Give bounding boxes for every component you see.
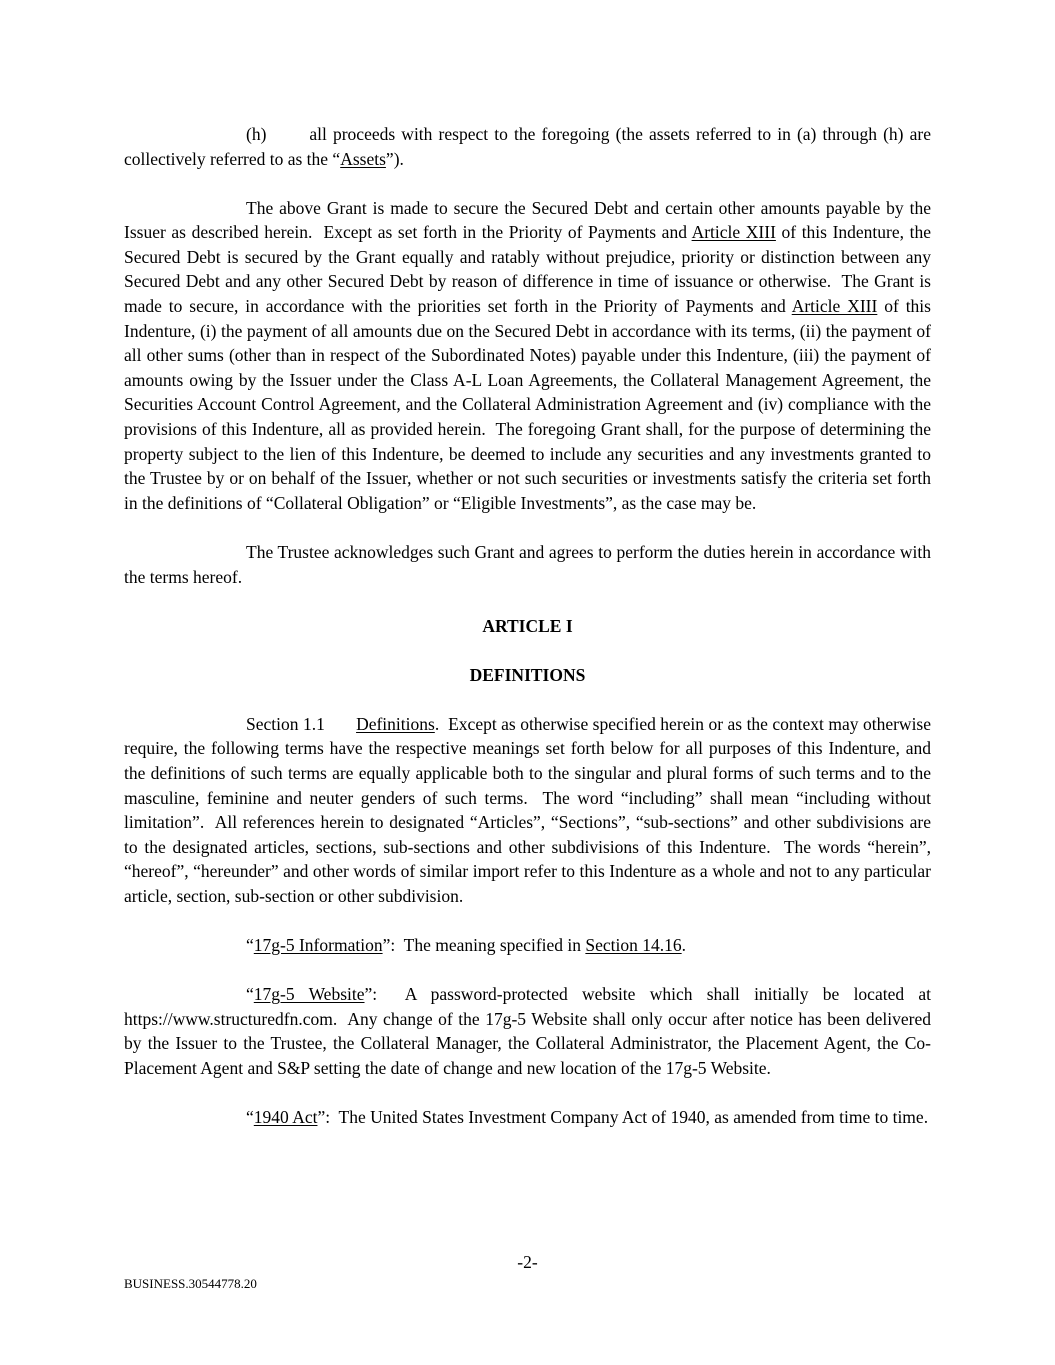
heading-definitions (124, 663, 931, 688)
definition-17g5-website (124, 982, 931, 1080)
doc-reference-number: BUSINESS.30544778.20 (124, 1276, 257, 1291)
underlined-term: Article XIII (791, 296, 878, 317)
text-run: . (681, 935, 687, 956)
paragraph-section-1-1-definitions (124, 712, 931, 909)
text-run: ARTICLE I (482, 615, 573, 636)
page-number: -2- (517, 1252, 538, 1272)
text-run: Section 1.1 (246, 713, 357, 734)
text-run: The above Grant is made to secure the Secured Debt and certain other amounts payable by the Issuer as described herein. Except as set forth in the Priority of Payments and (124, 197, 931, 243)
text-run: “ (246, 984, 254, 1005)
text-run: of this Indenture, the Secured Debt is secured by the Grant equally and ratably without prejudice, priority or distinction between any Secured Debt and any other Secured Debt by reason of difference in time of issuance or otherwise. The Grant is made to secure, in accordance with the priorities set forth in the Priority of Payments and (124, 222, 931, 317)
definition-1940-act (124, 1105, 931, 1130)
text-run: ”: The meaning specified in (382, 935, 586, 956)
text-run: ”: The United States Investment Company Act of 1940, as amended from time to time. (317, 1107, 929, 1127)
text-run: ”). (385, 148, 404, 169)
text-run: (h) all proceeds with respect to the foregoing (the assets referred to in (a) through (h) are collectively referred to as the “ (124, 124, 931, 169)
paragraph-trustee-acknowledgement (124, 540, 931, 589)
paragraph-h-proceeds (124, 122, 931, 171)
paragraph-grant-secured-debt (124, 196, 931, 516)
underlined-term: 17g-5 Website (253, 984, 365, 1005)
text-run: The Trustee acknowledges such Grant and agrees to perform the duties herein in accordance with the terms hereof. (124, 541, 931, 587)
underlined-term: 17g-5 Information (253, 935, 383, 956)
text-run: ”: A password-protected website which shall initially be located at https://www.structuredfn.com. Any change of the 17g-5 Website shall only occur after notice has been delivered by the Issuer to the Trustee, the Collateral Manager, the Collateral Administrator, the Placement Agent, the Co-Placement Agent and S&P setting the date of change and new location of the 17g-5 Website. (124, 984, 932, 1078)
underlined-term: Assets (340, 148, 386, 169)
text-run: DEFINITIONS (469, 664, 586, 685)
underlined-term: 1940 Act (253, 1107, 318, 1127)
underlined-term: Article XIII (691, 222, 776, 243)
text-run: “ (246, 935, 254, 956)
text-run: of this Indenture, (i) the payment of all amounts due on the Secured Debt in accordance with its terms, (ii) the payment of all other sums (other than in respect of the Subordinated Notes) payable under this Indenture, (iii) the payment of amounts owing by the Issuer under the Class A-L Loan Agreements, the Collateral Management Agreement, the Securities Account Control Agreement, and the Collateral Administration Agreement and (iv) compliance with the provisions of this Indenture, all as provided herein. The foregoing Grant shall, for the purpose of determining the property subject to the lien of this Indenture, be deemed to include any securities and any investments granted to the Trustee by or on behalf of the Issuer, whether or not such securities or investments satisfy the criteria set forth in the definitions of “Collateral Obligation” or “Eligible Investments”, as the case may be. (124, 296, 931, 513)
heading-article-i (124, 614, 931, 639)
text-run: . Except as otherwise specified herein or as the context may otherwise require, the following terms have the respective meanings set forth below for all purposes of this Indenture, and the definitions of such terms are equally applicable both to the singular and plural forms of such terms and to the masculine, feminine and neuter genders of such terms. The word “including” shall mean “including without limitation”. All references herein to designated “Articles”, “Sections”, “sub-sections” and other subdivisions are to the designated articles, sections, sub-sections and other subdivisions of this Indenture. The words “herein”, “hereof”, “hereunder” and other words of similar import refer to this Indenture as a whole and not to any particular article, section, sub-section or other subdivision. (124, 713, 932, 906)
definition-17g5-information (124, 933, 931, 958)
underlined-term: Definitions (356, 713, 435, 734)
document-content (124, 122, 931, 1154)
text-run: “ (246, 1107, 254, 1127)
underlined-term: Section 14.16 (585, 935, 682, 956)
